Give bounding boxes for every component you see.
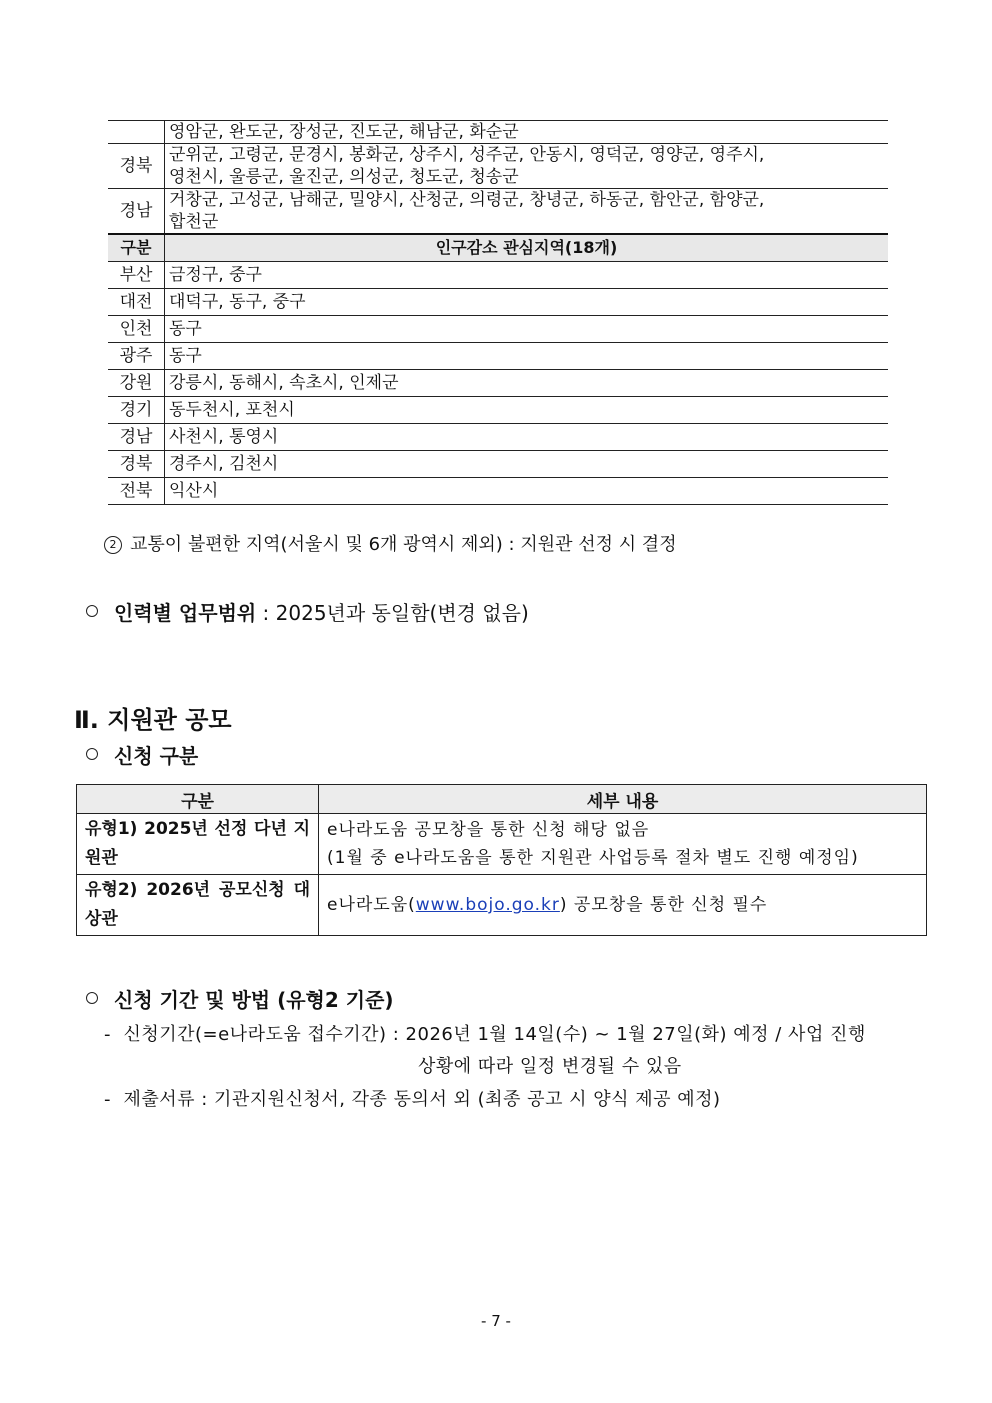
dash-bullet: - <box>104 1089 124 1110</box>
table-header-row <box>108 234 888 262</box>
province-cell: 경기 <box>108 397 165 424</box>
detail-text: e나라도움( <box>327 895 416 915</box>
areas-cell <box>165 144 889 189</box>
dash-bullet: - <box>104 1024 124 1045</box>
province-cell: 전북 <box>108 478 165 505</box>
period-item-continued: 상황에 따라 일정 변경될 수 있음 <box>418 1056 682 1077</box>
header-cell: 구분 <box>108 234 165 262</box>
areas-line: 합천군 <box>169 212 219 232</box>
header-cell: 구분 <box>77 785 319 814</box>
table-row <box>108 478 888 505</box>
subsection-heading <box>86 984 394 1013</box>
table-row <box>108 424 888 451</box>
province-cell: 대전 <box>108 289 165 316</box>
circle-bullet-icon <box>86 992 98 1004</box>
circled-number: 2 <box>104 536 122 554</box>
scope-label: 인력별 업무범위 <box>114 601 257 625</box>
areas-cell <box>165 189 889 235</box>
page-number: - 7 - <box>481 1312 511 1330</box>
header-cell: 인구감소 관심지역(18개) <box>165 234 889 262</box>
areas-cell: 강릉시, 동해시, 속초시, 인제군 <box>165 370 889 397</box>
subsection-label: 신청 기간 및 방법 (유형2 기준) <box>114 988 394 1012</box>
table-row <box>108 289 888 316</box>
header-cell: 세부 내용 <box>319 785 927 814</box>
regions-table <box>108 120 888 505</box>
table-row <box>108 370 888 397</box>
section-title: Ⅱ. 지원관 공모 <box>74 706 232 734</box>
note-transport <box>104 530 677 556</box>
period-item <box>104 1020 866 1046</box>
areas-cell: 경주시, 김천시 <box>165 451 889 478</box>
table-row <box>108 397 888 424</box>
table-row <box>108 189 888 235</box>
bojo-link[interactable]: www.bojo.go.kr <box>415 895 560 915</box>
table-row <box>108 343 888 370</box>
areas-cell: 금정구, 중구 <box>165 262 889 289</box>
detail-text: ) 공모창을 통한 신청 필수 <box>559 895 768 915</box>
province-cell: 경남 <box>108 189 165 235</box>
note-text: 교통이 불편한 지역(서울시 및 6개 광역시 제외) : 지원관 선정 시 결정 <box>130 534 677 555</box>
province-cell <box>108 121 165 144</box>
areas-line: 거창군, 고성군, 남해군, 밀양시, 산청군, 의령군, 창녕군, 하동군, 함안군, 함양군, <box>169 190 765 210</box>
province-cell: 광주 <box>108 343 165 370</box>
scope-text: : 2025년과 동일함(변경 없음) <box>256 601 529 625</box>
table-row <box>77 814 927 875</box>
table-row <box>77 875 927 936</box>
detail-cell <box>319 875 927 936</box>
type-cell: 유형2) 2026년 공모신청 대상관 <box>77 875 319 936</box>
areas-cell: 대덕구, 동구, 중구 <box>165 289 889 316</box>
province-cell: 경북 <box>108 451 165 478</box>
detail-line: e나라도움 공모창을 통한 신청 해당 없음 <box>327 820 650 840</box>
table-header-row <box>77 785 927 814</box>
table-row <box>108 316 888 343</box>
table-row <box>108 262 888 289</box>
period-text: 신청기간(=e나라도움 접수기간) : 2026년 1월 14일(수) ~ 1월 27일(화) 예정 / 사업 진행 <box>123 1024 866 1045</box>
areas-cell: 익산시 <box>165 478 889 505</box>
areas-cell: 동두천시, 포천시 <box>165 397 889 424</box>
province-cell: 인천 <box>108 316 165 343</box>
application-type-table <box>76 784 927 936</box>
type-cell: 유형1) 2025년 선정 다년 지원관 <box>77 814 319 875</box>
areas-cell: 사천시, 통영시 <box>165 424 889 451</box>
province-cell: 부산 <box>108 262 165 289</box>
scope-bullet <box>86 597 529 626</box>
circle-bullet-icon <box>86 605 98 617</box>
circle-bullet-icon <box>86 748 98 760</box>
detail-line: (1월 중 e나라도움을 통한 지원관 사업등록 절차 별도 진행 예정임) <box>327 848 859 868</box>
documents-text: 제출서류 : 기관지원신청서, 각종 동의서 외 (최종 공고 시 양식 제공 예정) <box>123 1089 721 1110</box>
areas-cell: 동구 <box>165 316 889 343</box>
areas-line: 영천시, 울릉군, 울진군, 의성군, 청도군, 청송군 <box>169 167 519 187</box>
province-cell: 경남 <box>108 424 165 451</box>
province-cell: 강원 <box>108 370 165 397</box>
table-row <box>108 451 888 478</box>
subsection-label: 신청 구분 <box>114 744 199 768</box>
subsection-heading <box>86 740 198 769</box>
table-row <box>108 121 888 144</box>
table-row <box>108 144 888 189</box>
areas-line: 군위군, 고령군, 문경시, 봉화군, 상주시, 성주군, 안동시, 영덕군, 영양군, 영주시, <box>169 145 765 165</box>
areas-cell: 동구 <box>165 343 889 370</box>
areas-cell: 영암군, 완도군, 장성군, 진도군, 해남군, 화순군 <box>165 121 889 144</box>
documents-item <box>104 1085 721 1111</box>
detail-cell <box>319 814 927 875</box>
province-cell: 경북 <box>108 144 165 189</box>
